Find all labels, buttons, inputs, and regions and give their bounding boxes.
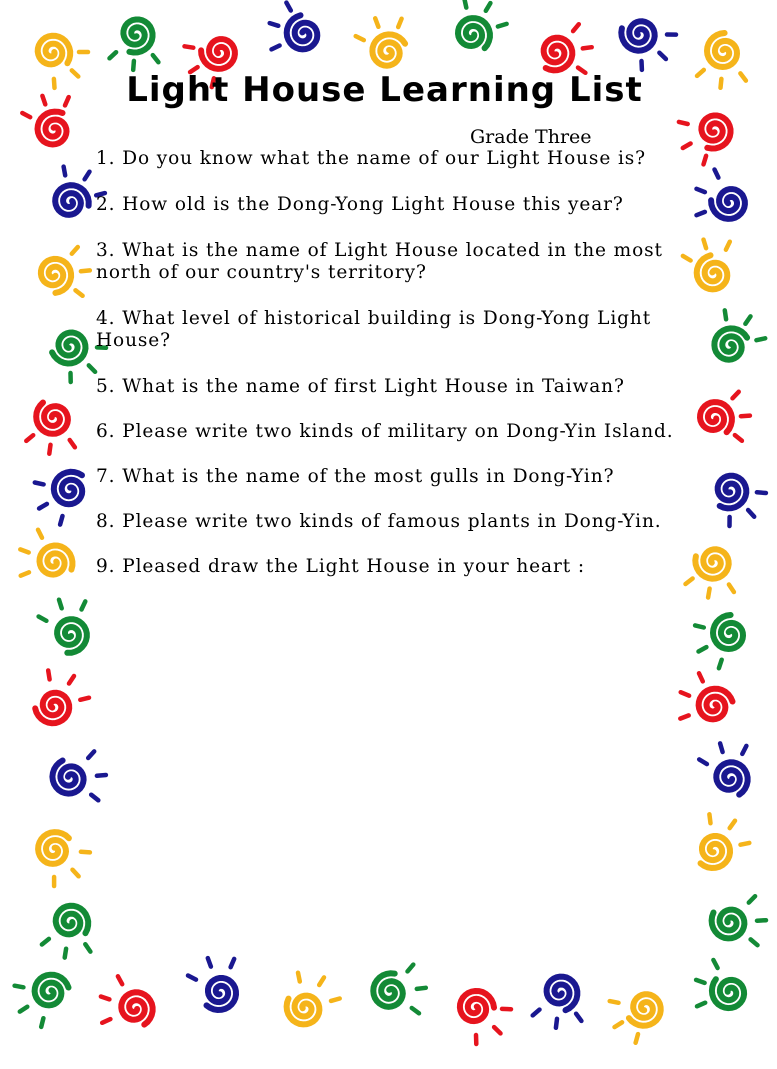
yellow-swirl [610, 994, 661, 1043]
green-swirl [15, 975, 69, 1027]
green-swirl [712, 896, 766, 945]
question-7: 7. What is the name of the most gulls in Dong-Yin? [96, 466, 615, 487]
yellow-swirl [287, 973, 340, 1025]
yellow-swirl [701, 814, 750, 868]
question-9: 9. Pleased draw the Light House in your heart : [96, 556, 585, 577]
blue-swirl [270, 3, 318, 50]
green-swirl [373, 965, 426, 1014]
question-1: 1. Do you know what the name of our Light House is? [96, 148, 646, 169]
blue-swirl [533, 977, 582, 1028]
green-swirl [695, 615, 743, 668]
question-6: 6. Please write two kinds of military on Dong-Yin Island. [96, 421, 674, 442]
blue-swirl [35, 472, 82, 525]
red-swirl [460, 991, 511, 1044]
question-4: 4. What level of historical building is Dong-Yong Light House? [96, 308, 658, 351]
green-swirl [696, 960, 744, 1008]
yellow-swirl [20, 530, 72, 576]
question-5: 5. What is the name of first Light House in Taiwan? [96, 376, 625, 397]
yellow-swirl [38, 832, 90, 886]
question-2: 2. How old is the Dong-Yong Light House this year? [96, 194, 624, 215]
red-swirl [35, 671, 89, 724]
red-swirl [101, 976, 153, 1024]
blue-swirl [188, 958, 236, 1010]
red-swirl [26, 403, 75, 454]
yellow-swirl [356, 18, 405, 65]
blue-swirl [697, 170, 745, 219]
question-3: 3. What is the name of Light House located in the most north of our country's territory? [96, 240, 670, 283]
red-swirl [544, 24, 592, 73]
green-swirl [110, 20, 159, 70]
worksheet-title: Light House Learning List [126, 70, 643, 110]
green-swirl [39, 600, 87, 653]
red-swirl [680, 673, 732, 719]
blue-swirl [621, 21, 676, 70]
green-swirl [458, 0, 507, 48]
green-swirl [42, 906, 91, 958]
green-swirl [714, 310, 765, 359]
blue-swirl [699, 743, 747, 794]
red-swirl [700, 392, 750, 441]
blue-swirl [718, 476, 766, 526]
grade-label: Grade Three [470, 126, 592, 148]
blue-swirl [52, 751, 106, 800]
yellow-swirl [41, 247, 90, 296]
question-8: 8. Please write two kinds of famous plants in Dong-Yin. [96, 511, 662, 532]
